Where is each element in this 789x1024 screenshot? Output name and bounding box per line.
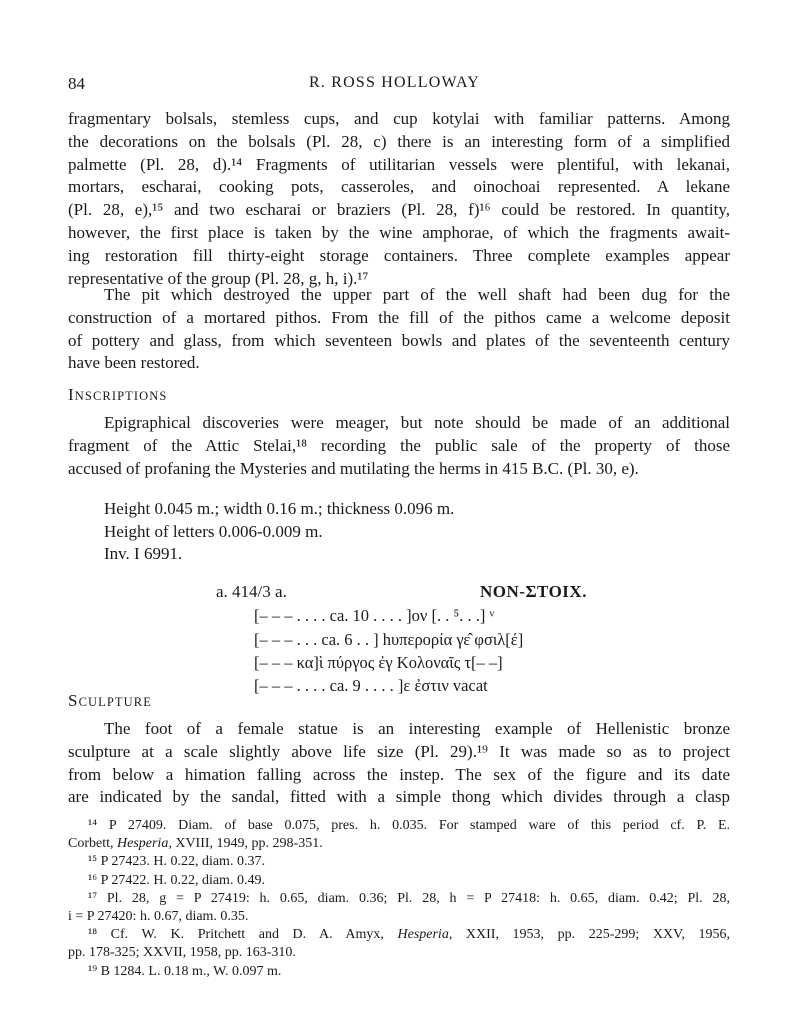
- text-line: sculpture at a scale slightly above life size (Pl. 29).¹⁹ It was made so as to project: [68, 741, 730, 761]
- inscription-line: [– – – . . . . ca. 10 . . . . ]ον [. . ⁵. . .] ᵛ: [254, 606, 495, 625]
- measurement-line: Height 0.045 m.; width 0.16 m.; thickness 0.096 m.: [104, 499, 455, 518]
- inscription-line: [– – – . . . ca. 6 . . ] hυπερορία γε̂ φσιλ[έ]: [254, 630, 524, 649]
- text-line: of pottery and glass, from which seventeen bowls and plates of the seventeenth century: [68, 330, 730, 350]
- text-line: the decorations on the bolsals (Pl. 28, c) there is an interesting form of a simplified: [68, 131, 730, 151]
- text-line: construction of a mortared pithos. From the fill of the pithos came a welcome deposit: [68, 307, 730, 327]
- text-line: The foot of a female statue is an interesting example of Hellenistic bronze: [104, 719, 730, 738]
- section-heading-sculpture: SCULPTURE: [68, 691, 152, 710]
- inscription-line: [– – – κα]ὶ πύργος ἐγ Κολοναῖς τ[– –]: [254, 653, 503, 672]
- paragraph-pithos: [68, 284, 730, 375]
- paragraph-sculpture: [68, 718, 730, 809]
- text-line: fragmentary bolsals, stemless cups, and cup kotylai with familiar patterns. Among: [68, 109, 730, 128]
- footnote-14-cont: Corbett, Hesperia, XVIII, 1949, pp. 298-351.: [68, 836, 323, 852]
- inscription-type: NON-ΣΤΟΙΧ.: [480, 582, 587, 601]
- text-line: accused of profaning the Mysteries and mutilating the herms in 415 B.C. (Pl. 30, e).: [68, 458, 639, 478]
- measurements-block: [104, 498, 454, 566]
- page-number: 84: [68, 74, 85, 93]
- running-head: R. ROSS HOLLOWAY: [308, 74, 481, 91]
- inscription-line: [– – – . . . . ca. 9 . . . . ]ε ἐστιν vacat: [254, 676, 488, 695]
- text-line: (Pl. 28, e),¹⁵ and two escharai or braziers (Pl. 28, f)¹⁶ could be restored. In quantity,: [68, 200, 730, 220]
- footnote-19: ¹⁹ B 1284. L. 0.18 m., W. 0.097 m.: [88, 963, 282, 979]
- text-line: The pit which destroyed the upper part of the well shaft had been dug for the: [104, 285, 730, 304]
- text-line: fragment of the Attic Stelai,¹⁸ recording the public sale of the property of those: [68, 435, 730, 455]
- section-heading-inscriptions: INSCRIPTIONS: [68, 385, 168, 404]
- footnote-17: ¹⁷ Pl. 28, g = P 27419: h. 0.65, diam. 0.36; Pl. 28, h = P 27418: h. 0.65, diam. 0.42; Pl. 28,: [88, 890, 730, 906]
- inscription-date: a. 414/3 a.: [216, 582, 287, 601]
- footnote-18-cont: pp. 178-325; XXVII, 1958, pp. 163-310.: [68, 945, 296, 961]
- text-line: from below a himation falling across the instep. The sex of the figure and its date: [68, 764, 730, 784]
- measurement-line: Inv. I 6991.: [104, 544, 183, 563]
- paragraph-pottery: [68, 108, 730, 290]
- footnotes: [68, 817, 730, 981]
- text-line: ing restoration fill thirty-eight storage containers. Three complete examples appear: [68, 245, 730, 265]
- paragraph-epigraphy: [68, 412, 730, 480]
- footnote-16: ¹⁶ P 27422. H. 0.22, diam. 0.49.: [88, 872, 265, 888]
- text-line: Epigraphical discoveries were meager, but note should be made of an additional: [104, 413, 730, 432]
- measurement-line: Height of letters 0.006-0.009 m.: [104, 521, 323, 541]
- text-line: palmette (Pl. 28, d).¹⁴ Fragments of utilitarian vessels were plentiful, with lekanai,: [68, 154, 730, 174]
- text-line: however, the first place is taken by the wine amphorae, of which the fragments await-: [68, 222, 730, 242]
- footnote-18: ¹⁸ Cf. W. K. Pritchett and D. A. Amyx, Hesperia, XXII, 1953, pp. 225-299; XXV, 1956,: [88, 927, 730, 943]
- text-line: mortars, escharai, cooking pots, casseroles, and oinochoai represented. A lekane: [68, 177, 730, 197]
- footnote-17-cont: i = P 27420: h. 0.67, diam. 0.35.: [68, 909, 249, 925]
- text-line: are indicated by the sandal, fitted with a simple thong which divides through a clasp: [68, 787, 730, 807]
- text-line: representative of the group (Pl. 28, g, h, i).¹⁷: [68, 268, 369, 288]
- text-line: have been restored.: [68, 353, 200, 373]
- footnote-15: ¹⁵ P 27423. H. 0.22, diam. 0.37.: [88, 854, 265, 870]
- footnote-14: ¹⁴ P 27409. Diam. of base 0.075, pres. h. 0.035. For stamped ware of this period cf. P. E.: [88, 818, 730, 833]
